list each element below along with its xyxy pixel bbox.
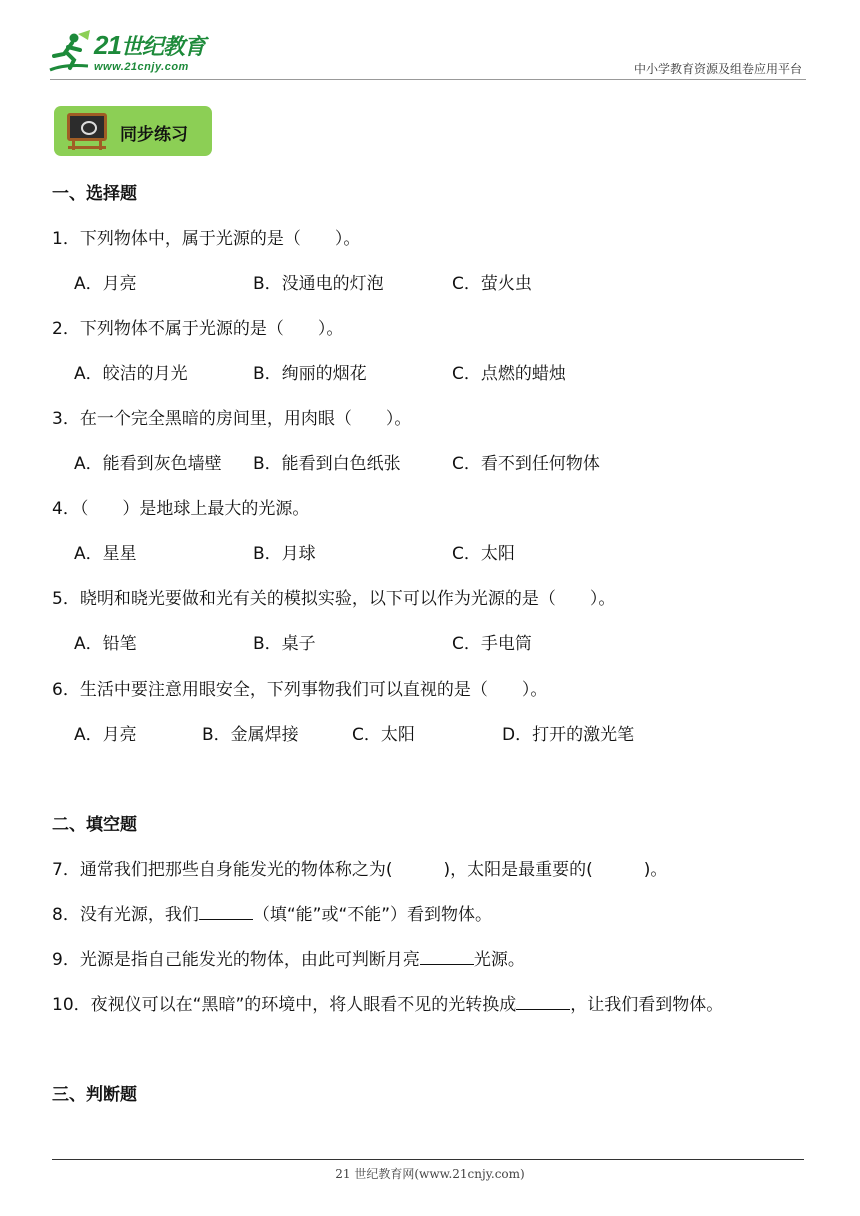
logo-number: 21	[94, 30, 121, 60]
q8-answer-blank	[199, 902, 253, 920]
easel-base	[68, 146, 106, 149]
q6-option-a: A．月亮	[74, 725, 137, 745]
q6-option-c: C．太阳	[352, 725, 415, 745]
q6-option-d: D．打开的激光笔	[502, 725, 635, 745]
q5-option-a: A．铅笔	[74, 634, 137, 654]
q3-option-a: A．能看到灰色墙壁	[74, 454, 222, 474]
question-1: 1．下列物体中，属于光源的是（ ）。	[52, 229, 361, 249]
question-5: 5．晓明和晓光要做和光有关的模拟实验，以下可以作为光源的是（ ）。	[52, 589, 616, 609]
runner-icon	[44, 30, 92, 76]
footer-divider	[52, 1159, 804, 1160]
header-platform-text: 中小学教育资源及组卷应用平台	[633, 62, 802, 76]
question-8	[52, 900, 492, 925]
q6-option-b: B．金属焊接	[202, 725, 299, 745]
q3-option-c: C．看不到任何物体	[452, 454, 600, 474]
q1-option-c: C．萤火虫	[452, 274, 532, 294]
question-10	[52, 990, 723, 1015]
q4-option-b: B．月球	[253, 544, 316, 564]
q9-answer-blank	[420, 947, 474, 965]
section-title-choice: 一、选择题	[52, 184, 137, 204]
logo-title	[94, 30, 205, 61]
logo-url: www.21cnjy.com	[94, 61, 189, 73]
q4-option-a: A．星星	[74, 544, 137, 564]
q10-text-after: ，让我们看到物体。	[570, 995, 724, 1015]
q8-text-after: （填“能”或“不能”）看到物体。	[252, 905, 493, 925]
q5-option-c: C．手电筒	[452, 634, 532, 654]
question-7: 7．通常我们把那些自身能发光的物体称之为( )，太阳是最重要的( )。	[52, 860, 668, 880]
q9-text-after: 光源。	[473, 950, 525, 970]
question-3: 3．在一个完全黑暗的房间里，用肉眼（ ）。	[52, 409, 412, 429]
q3-option-b: B．能看到白色纸张	[253, 454, 401, 474]
q5-option-b: B．桌子	[253, 634, 316, 654]
q10-answer-blank	[516, 992, 570, 1010]
q1-option-a: A．月亮	[74, 274, 137, 294]
section-title-fill: 二、填空题	[52, 815, 137, 835]
question-6: 6．生活中要注意用眼安全，下列事物我们可以直视的是（ ）。	[52, 680, 548, 700]
q10-text-before: 10．夜视仪可以在“黑暗”的环境中，将人眼看不见的光转换成	[52, 995, 517, 1015]
q1-option-b: B．没通电的灯泡	[253, 274, 384, 294]
header-divider	[50, 79, 806, 80]
question-2: 2．下列物体不属于光源的是（ ）。	[52, 319, 344, 339]
q9-text-before: 9．光源是指自己能发光的物体，由此可判断月亮	[52, 950, 420, 970]
blackboard-icon	[67, 113, 107, 141]
q8-text-before: 8．没有光源，我们	[52, 905, 199, 925]
q2-option-b: B．绚丽的烟花	[253, 364, 367, 384]
q4-option-c: C．太阳	[452, 544, 515, 564]
question-4: 4．（ ）是地球上最大的光源。	[52, 499, 310, 519]
badge-label: 同步练习	[120, 125, 188, 145]
footer-text: 21 世纪教育网(www.21cnjy.com)	[335, 1167, 525, 1181]
q2-option-a: A．皎洁的月光	[74, 364, 188, 384]
section-title-judge: 三、判断题	[52, 1085, 137, 1105]
logo-cn-text: 世纪教育	[120, 34, 205, 59]
question-9	[52, 945, 525, 970]
q2-option-c: C．点燃的蜡烛	[452, 364, 566, 384]
sync-practice-badge	[54, 106, 212, 156]
site-logo	[44, 30, 214, 80]
